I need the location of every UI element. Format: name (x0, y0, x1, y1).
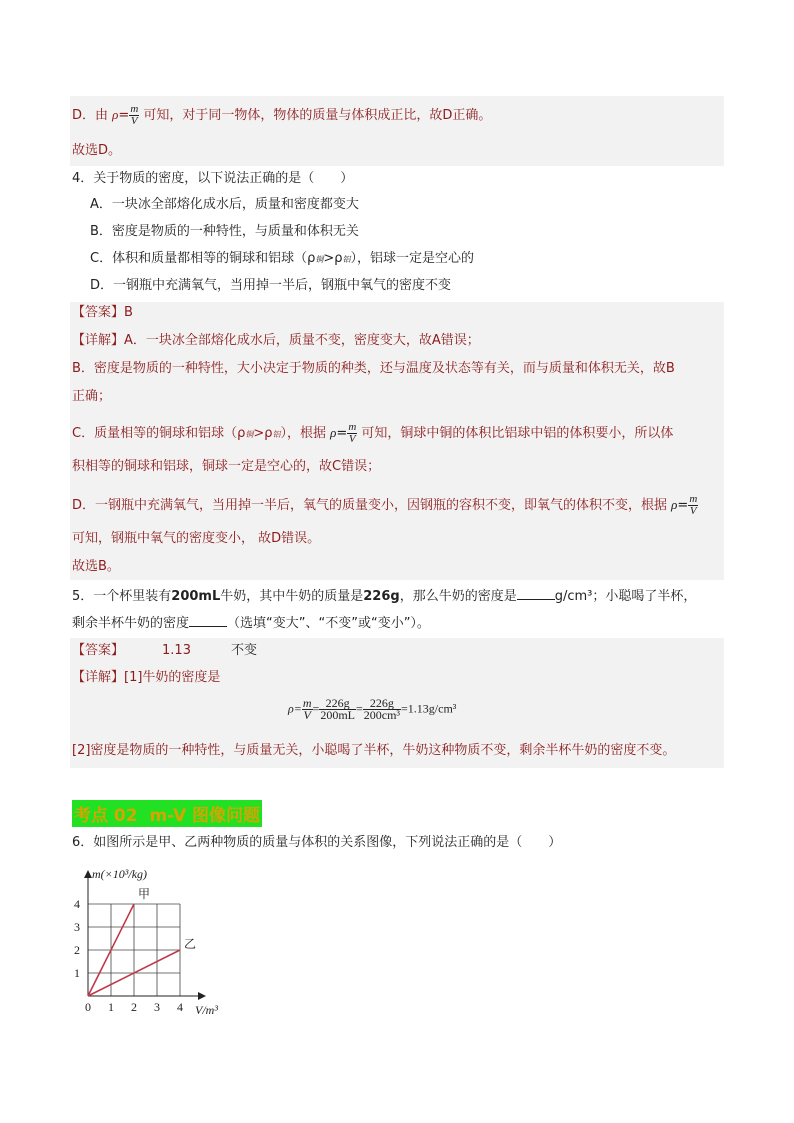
m-v-chart (70, 862, 250, 1022)
half-cup-blank (189, 614, 227, 627)
q5-stem-1: 5．一个杯里装有200mL牛奶，其中牛奶的质量是226g，那么牛奶的密度是 g/cm³；小聪喝了半杯， (72, 589, 697, 604)
q4-option-d: D．一钢瓶中充满氧气，当用掉一半后，钢瓶中氧气的密度不变 (90, 278, 452, 293)
q4-detail-d2: 可知，钢瓶中氧气的密度变小， 故D错误。 (72, 531, 321, 546)
x-tick-label: 2 (131, 1000, 137, 1014)
q4-option-b: B．密度是物质的一种特性，与质量和体积无关 (90, 224, 359, 239)
y-tick-label: 3 (74, 920, 80, 934)
q4-detail-b2: 正确； (72, 389, 112, 404)
x-tick-label: 3 (154, 1000, 160, 1014)
density-fraction: $\frac{m}{V}$ (130, 103, 139, 127)
q5-density-formula: ρ= $\frac{m}{V}$ = $\frac{226g}{200mL}$ = $\frac{226g}{\text{200cm³}}$ =1.13g/cm³ (288, 696, 457, 722)
q4-detail-c2: 积相等的铜球和铝球，铜球一定是空心的，故C错误； (72, 459, 381, 474)
section-heading: 考点 02 m-V 图像问题 (72, 800, 262, 827)
y-tick-label: 2 (74, 943, 80, 957)
density-blank (517, 587, 555, 600)
q4-option-c: C．体积和质量都相等的铜球和铝球（ρ铜>ρ铝），铝球一定是空心的 (90, 251, 475, 266)
prev-choose: 故选D。 (72, 143, 122, 158)
q4-answer: 【答案】B (72, 305, 133, 320)
q5-answer: 【答案】 1.13 不变 (72, 643, 257, 658)
q6-stem: 6．如图所示是甲、乙两种物质的质量与体积的关系图像，下列说法正确的是（ ） (72, 835, 562, 850)
y-axis-label: m(×10³/kg) (92, 867, 148, 881)
q4-choose: 故选B。 (72, 559, 120, 574)
q4-stem: 4．关于物质的密度，以下说法正确的是（ ） (72, 171, 354, 186)
y-tick-label: 1 (74, 966, 80, 980)
x-axis-arrow (198, 992, 206, 1000)
y-axis-arrow (84, 870, 92, 878)
density-fraction: $\frac{m}{V}$ (689, 493, 698, 517)
series-label-yi: 乙 (184, 937, 197, 951)
q4-detail-c1: C．质量相等的铜球和铝球（ρ铜>ρ铝），根据 ρ= $\frac{m}{V}$ 可知，铜球中铜的体积比铝球中铝的体积要小，所以体 (72, 421, 674, 445)
q5-stem-2: 剩余半杯牛奶的密度 （选填“变大”、“不变”或“变小”）。 (72, 616, 430, 631)
prev-option-d-explanation: D．由 ρ= $\frac{m}{V}$ 可知，对于同一物体，物体的质量与体积成正比，故D正确。 (72, 103, 492, 127)
chart-grid (88, 904, 180, 996)
q4-detail-a: 【详解】A．一块冰全部熔化成水后，质量不变，密度变大，故A错误； (72, 333, 480, 348)
q4-detail-d1: D．一钢瓶中充满氧气，当用掉一半后，氧气的质量变小，因钢瓶的容积不变，即氧气的体积不变，根据 ρ= $\frac{m}{V}$ (72, 493, 698, 517)
x-axis-label: V/m³ (195, 1003, 218, 1017)
density-fraction: $\frac{m}{V}$ (348, 421, 357, 445)
y-tick-label: 4 (74, 897, 80, 911)
q4-detail-b1: B．密度是物质的一种特性，大小决定于物质的种类，还与温度及状态等有关，而与质量和体积无关，故B (72, 361, 675, 376)
q5-detail-2: [2]密度是物质的一种特性，与质量无关，小聪喝了半杯，牛奶这种物质不变，剩余半杯牛奶的密度不变。 (72, 743, 676, 758)
x-tick-label: 4 (177, 1000, 183, 1014)
q5-detail-1: 【详解】[1]牛奶的密度是 (72, 670, 221, 685)
q4-option-a: A．一块冰全部熔化成水后，质量和密度都变大 (90, 197, 359, 212)
series-label-jia: 甲 (138, 887, 151, 901)
x-tick-label: 1 (108, 1000, 114, 1014)
x-tick-label: 0 (85, 1000, 91, 1014)
